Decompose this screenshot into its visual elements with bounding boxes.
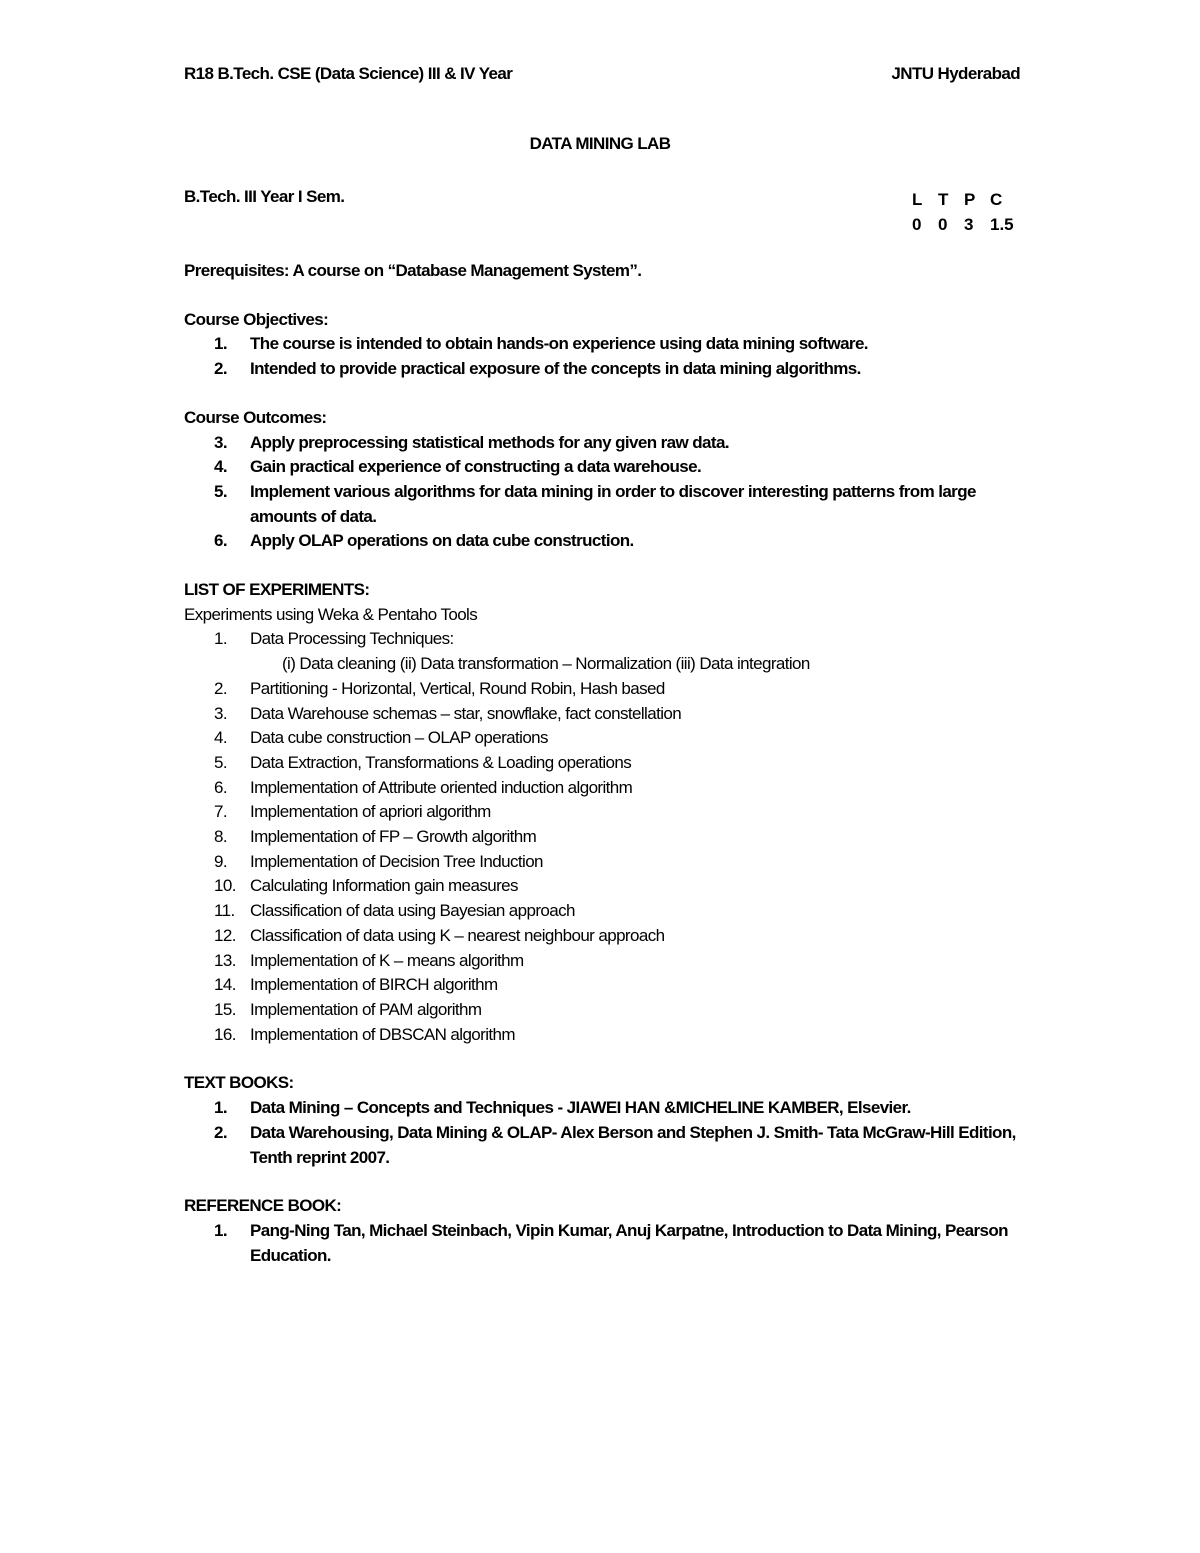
list-item <box>184 627 1024 652</box>
list-text: Data Warehousing, Data Mining & OLAP- Alex Berson and Stephen J. Smith- Tata McGraw-Hill Edition, Tenth reprint 2007. <box>250 1122 1016 1167</box>
list-item <box>184 949 1024 974</box>
list-text: Classification of data using K – nearest neighbour approach <box>250 925 665 945</box>
list-number: 10. <box>214 876 236 896</box>
textbooks-section <box>184 1071 1024 1170</box>
course-outcomes-list <box>184 431 1024 555</box>
list-item <box>184 899 1024 924</box>
list-item <box>184 677 1024 702</box>
list-number: 7. <box>214 802 227 822</box>
list-number: 16. <box>214 1024 236 1044</box>
ltpc-value: 0 <box>938 215 948 234</box>
list-text: The course is intended to obtain hands-on experience using data mining software. <box>250 334 868 354</box>
list-text: Implementation of DBSCAN algorithm <box>250 1024 515 1044</box>
list-number: 1. <box>214 1098 227 1118</box>
reference-heading: REFERENCE BOOK: <box>184 1196 342 1216</box>
list-number: 2. <box>214 359 227 379</box>
course-outcomes-heading: Course Outcomes: <box>184 407 327 427</box>
list-item <box>184 455 1024 480</box>
ltpc-value: 3 <box>964 215 974 234</box>
experiments-list-continued <box>184 677 1024 1048</box>
ltpc-label: T <box>938 190 949 209</box>
list-number: 14. <box>214 975 236 995</box>
list-number: 13. <box>214 950 236 970</box>
prerequisites-text: A course on “Database Management System”. <box>288 261 642 280</box>
textbooks-list <box>184 1096 1024 1170</box>
list-text: Implementation of Decision Tree Induction <box>250 851 543 871</box>
list-text: Data cube construction – OLAP operations <box>250 728 548 748</box>
list-item <box>184 998 1024 1023</box>
textbooks-heading: TEXT BOOKS: <box>184 1073 294 1093</box>
list-item <box>184 973 1024 998</box>
ltpc-label: P <box>964 190 976 209</box>
ltpc-value: 1.5 <box>990 215 1014 234</box>
list-item <box>184 1219 1024 1268</box>
list-number: 9. <box>214 851 227 871</box>
experiment-subitems: (i) Data cleaning (ii) Data transformation – Normalization (iii) Data integration <box>282 654 810 674</box>
prerequisites-label: Prerequisites: <box>184 261 289 280</box>
experiments-section <box>184 578 1024 1047</box>
list-number: 2. <box>214 678 227 698</box>
list-text: Partitioning - Horizontal, Vertical, Round Robin, Hash based <box>250 678 665 698</box>
list-text: Implementation of K – means algorithm <box>250 950 524 970</box>
experiments-list <box>184 627 1024 652</box>
experiments-heading: LIST OF EXPERIMENTS: <box>184 580 370 600</box>
course-objectives-list <box>184 332 1024 381</box>
list-number: 1. <box>214 629 227 649</box>
course-objectives-section <box>184 308 1024 382</box>
semester-label: B.Tech. III Year I Sem. <box>184 187 345 206</box>
list-text: Data Mining – Concepts and Techniques - JIAWEI HAN &MICHELINE KAMBER, Elsevier. <box>250 1098 911 1118</box>
list-item <box>184 776 1024 801</box>
list-item <box>184 431 1024 456</box>
list-item <box>184 332 1024 357</box>
list-item <box>184 850 1024 875</box>
course-objectives-heading: Course Objectives: <box>184 309 329 329</box>
header-course-info: R18 B.Tech. CSE (Data Science) III & IV Year <box>184 64 513 83</box>
list-number: 12. <box>214 925 236 945</box>
list-text: Gain practical experience of constructing a data warehouse. <box>250 457 702 477</box>
ltpc-values-row <box>912 212 1030 237</box>
list-number: 6. <box>214 531 227 551</box>
list-text: Intended to provide practical exposure of the concepts in data mining algorithms. <box>250 359 861 379</box>
list-number: 3. <box>214 703 227 723</box>
list-item <box>184 924 1024 949</box>
list-item <box>184 357 1024 382</box>
list-number: 5. <box>214 481 227 501</box>
list-item <box>184 480 1024 529</box>
list-number: 5. <box>214 752 227 772</box>
ltpc-table <box>912 187 1030 237</box>
list-number: 1. <box>214 334 227 354</box>
prerequisites <box>184 259 1024 284</box>
list-number: 8. <box>214 827 227 847</box>
list-text: Pang-Ning Tan, Michael Steinbach, Vipin Kumar, Anuj Karpatne, Introduction to Data Mining, Pearson Education. <box>250 1220 1008 1265</box>
list-item <box>184 529 1024 554</box>
list-number: 11. <box>214 901 235 921</box>
reference-section <box>184 1194 1024 1268</box>
list-item <box>184 751 1024 776</box>
list-text: Implementation of BIRCH algorithm <box>250 975 498 995</box>
reference-list <box>184 1219 1024 1268</box>
list-number: 4. <box>214 457 227 477</box>
list-number: 4. <box>214 728 227 748</box>
list-item <box>184 1096 1024 1121</box>
ltpc-labels-row <box>912 187 1030 212</box>
list-text: Data Warehouse schemas – star, snowflake, fact constellation <box>250 703 682 723</box>
list-item <box>184 800 1024 825</box>
list-number: 1. <box>214 1220 227 1240</box>
list-number: 2. <box>214 1122 227 1142</box>
list-text: Apply OLAP operations on data cube construction. <box>250 531 634 551</box>
list-item <box>184 825 1024 850</box>
list-text: Classification of data using Bayesian approach <box>250 901 575 921</box>
list-text: Implementation of Attribute oriented induction algorithm <box>250 777 633 797</box>
list-text: Apply preprocessing statistical methods for any given raw data. <box>250 432 729 452</box>
list-text: Implement various algorithms for data mining in order to discover interesting patterns from large amounts of data. <box>250 481 976 526</box>
list-number: 6. <box>214 777 227 797</box>
list-text: Data Processing Techniques: <box>250 629 454 649</box>
list-number: 3. <box>214 432 227 452</box>
list-item <box>184 1023 1024 1048</box>
list-text: Data Extraction, Transformations & Loading operations <box>250 752 632 772</box>
list-number: 15. <box>214 999 236 1019</box>
list-text: Implementation of PAM algorithm <box>250 999 482 1019</box>
ltpc-value: 0 <box>912 215 922 234</box>
ltpc-label: L <box>912 190 923 209</box>
list-item <box>184 726 1024 751</box>
list-item <box>184 874 1024 899</box>
page-title: DATA MINING LAB <box>529 134 671 153</box>
list-text: Implementation of apriori algorithm <box>250 802 491 822</box>
ltpc-label: C <box>990 190 1003 209</box>
list-text: Implementation of FP – Growth algorithm <box>250 827 537 847</box>
list-item <box>184 1121 1024 1170</box>
header-university: JNTU Hyderabad <box>891 64 1020 83</box>
list-item <box>184 702 1024 727</box>
course-outcomes-section <box>184 406 1024 554</box>
experiments-intro: Experiments using Weka & Pentaho Tools <box>184 604 478 624</box>
list-text: Calculating Information gain measures <box>250 876 518 896</box>
document-body <box>184 259 1024 1268</box>
